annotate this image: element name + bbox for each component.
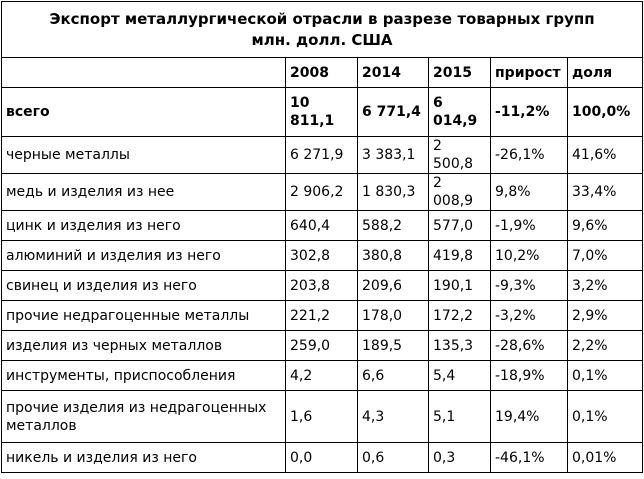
table-row — [2, 361, 643, 391]
table-cell: 221,2 — [286, 301, 358, 331]
table-cell: доля — [568, 58, 643, 88]
row-label: медь и изделия из нее — [2, 174, 286, 211]
row-label: алюминий и изделия из него — [2, 241, 286, 271]
table-cell: 302,8 — [286, 241, 358, 271]
table-cell: 0,1% — [568, 391, 643, 443]
table-row — [2, 241, 643, 271]
table-cell: 2008 — [286, 58, 358, 88]
table-cell: 100,0% — [568, 88, 643, 137]
table-cell: 0,1% — [568, 361, 643, 391]
table-cell: 2 906,2 — [286, 174, 358, 211]
row-label: черные металлы — [2, 137, 286, 174]
table-cell: 6,6 — [358, 361, 429, 391]
table-cell: 588,2 — [358, 211, 429, 241]
row-label: свинец и изделия из него — [2, 271, 286, 301]
total-row — [2, 88, 643, 137]
table-cell: 2,2% — [568, 331, 643, 361]
table-cell: -9,3% — [491, 271, 568, 301]
table-cell: 2 008,9 — [429, 174, 491, 211]
table-cell: -28,6% — [491, 331, 568, 361]
header-row — [2, 58, 643, 88]
table-cell: -3,2% — [491, 301, 568, 331]
row-label: инструменты, приспособления — [2, 361, 286, 391]
table-cell: 0,3 — [429, 443, 491, 473]
table-cell: -1,9% — [491, 211, 568, 241]
table-row — [2, 331, 643, 361]
table-cell: 2 500,8 — [429, 137, 491, 174]
table-cell: 640,4 — [286, 211, 358, 241]
table-cell: 10,2% — [491, 241, 568, 271]
table-row — [2, 137, 643, 174]
row-label: цинк и изделия из него — [2, 211, 286, 241]
table-cell: 6 271,9 — [286, 137, 358, 174]
table-cell: 1,6 — [286, 391, 358, 443]
table-cell: 2014 — [358, 58, 429, 88]
table-cell: -46,1% — [491, 443, 568, 473]
table-cell: 2,9% — [568, 301, 643, 331]
table-cell: 10 811,1 — [286, 88, 358, 137]
table-cell: 3 383,1 — [358, 137, 429, 174]
table-cell: 178,0 — [358, 301, 429, 331]
export-table — [1, 1, 643, 473]
table-cell: 189,5 — [358, 331, 429, 361]
row-label: всего — [2, 88, 286, 137]
table-cell: 41,6% — [568, 137, 643, 174]
table-cell: 6 014,9 — [429, 88, 491, 137]
table-cell: 259,0 — [286, 331, 358, 361]
table-title — [2, 2, 643, 58]
table-cell: прирост — [491, 58, 568, 88]
table-cell: 6 771,4 — [358, 88, 429, 137]
table-row — [2, 271, 643, 301]
table-cell: 0,6 — [358, 443, 429, 473]
table-cell: -26,1% — [491, 137, 568, 174]
row-label — [2, 58, 286, 88]
row-label: прочие изделия из недрагоценных металлов — [2, 391, 286, 443]
table-cell: 4,2 — [286, 361, 358, 391]
table-cell: 33,4% — [568, 174, 643, 211]
table-cell: 3,2% — [568, 271, 643, 301]
table-cell: 4,3 — [358, 391, 429, 443]
table-cell: 135,3 — [429, 331, 491, 361]
row-label: изделия из черных металлов — [2, 331, 286, 361]
table-cell: 5,4 — [429, 361, 491, 391]
table-cell: -11,2% — [491, 88, 568, 137]
table-cell: 190,1 — [429, 271, 491, 301]
table-cell: 380,8 — [358, 241, 429, 271]
table-cell: 5,1 — [429, 391, 491, 443]
table-cell: 9,6% — [568, 211, 643, 241]
table-row — [2, 443, 643, 473]
row-label: никель и изделия из него — [2, 443, 286, 473]
table-cell: 0,01% — [568, 443, 643, 473]
table-cell: 209,6 — [358, 271, 429, 301]
table-cell: 7,0% — [568, 241, 643, 271]
table-cell: 9,8% — [491, 174, 568, 211]
table-row — [2, 301, 643, 331]
row-label: прочие недрагоценные металлы — [2, 301, 286, 331]
table-cell: 577,0 — [429, 211, 491, 241]
title-row — [2, 2, 643, 58]
table-cell: 2015 — [429, 58, 491, 88]
title-text: Экспорт металлургической отрасли в разрезе товарных групп — [49, 9, 595, 28]
table-cell: 172,2 — [429, 301, 491, 331]
table-row — [2, 174, 643, 211]
table-cell: 203,8 — [286, 271, 358, 301]
table-cell: 419,8 — [429, 241, 491, 271]
table-cell: 1 830,3 — [358, 174, 429, 211]
subtitle-text: млн. долл. США — [251, 30, 393, 49]
table-cell: -18,9% — [491, 361, 568, 391]
table-row — [2, 391, 643, 443]
table-cell: 0,0 — [286, 443, 358, 473]
table-row — [2, 211, 643, 241]
table-cell: 19,4% — [491, 391, 568, 443]
